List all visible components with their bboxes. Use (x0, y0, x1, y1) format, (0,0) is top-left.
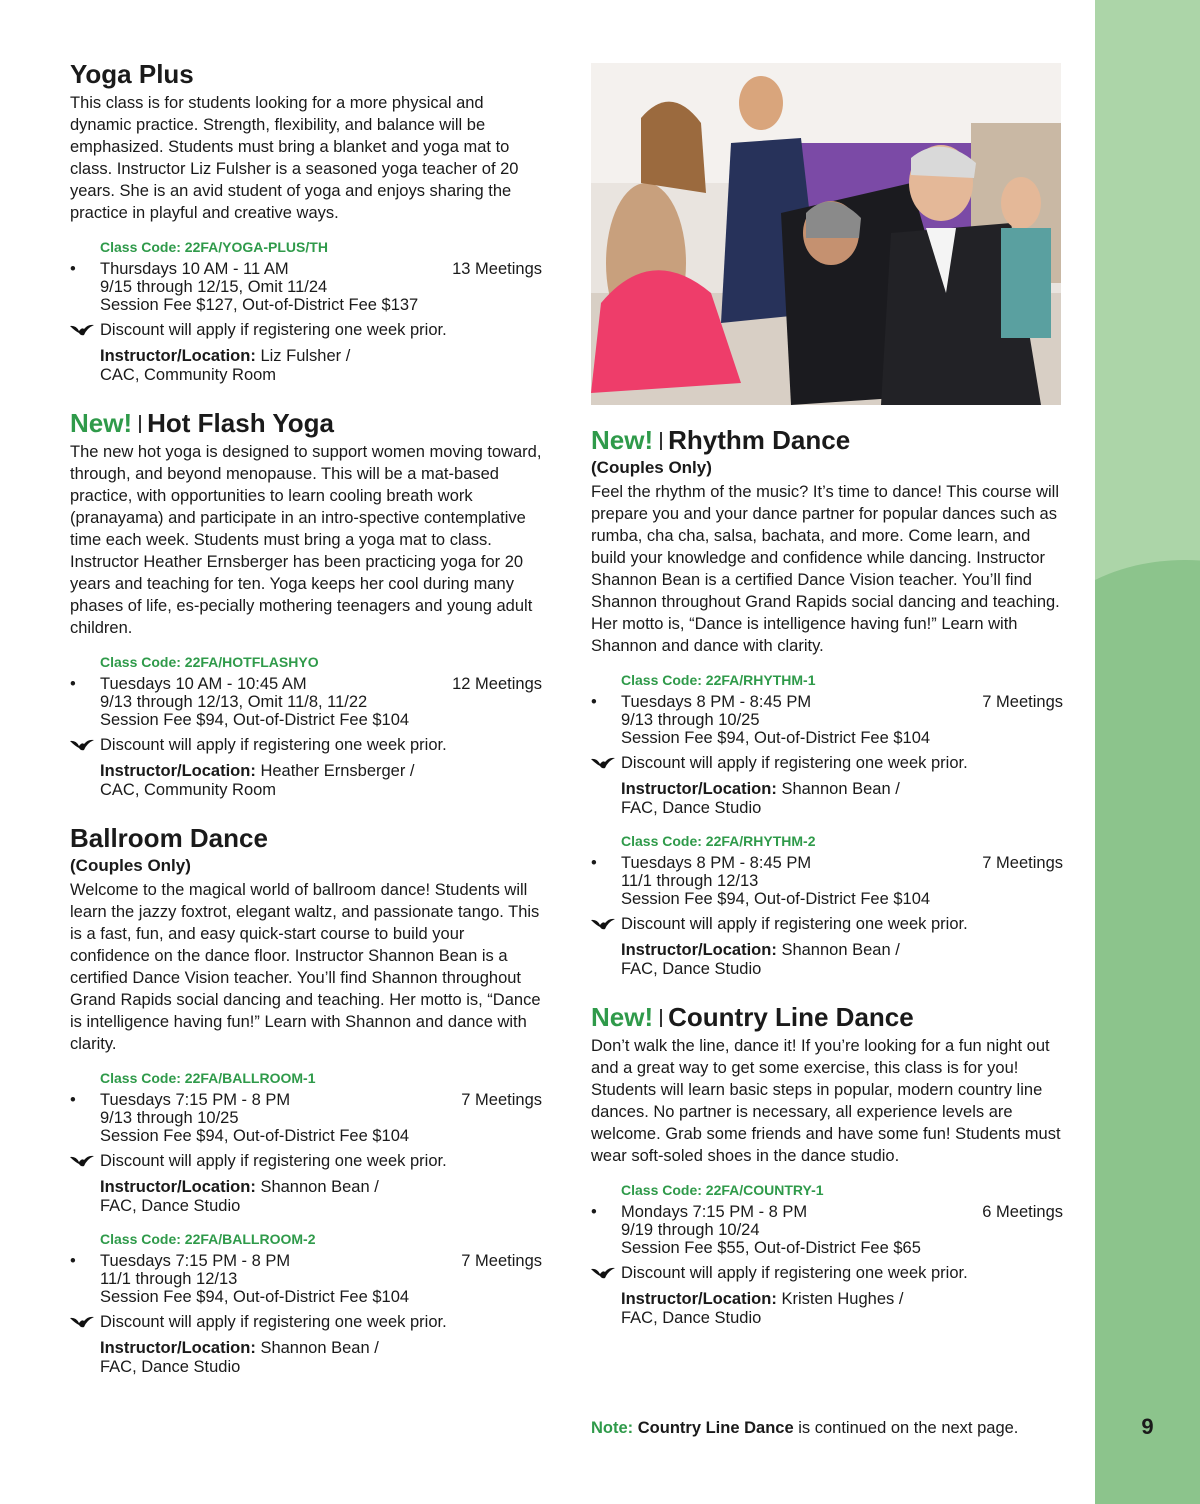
bullet-icon: • (70, 260, 76, 278)
class-location: CAC, Community Room (100, 366, 277, 384)
bullet-icon: • (70, 1091, 76, 1109)
class-time-row (70, 1252, 542, 1270)
bullet-icon: • (591, 854, 597, 872)
right-column (591, 424, 1063, 1350)
class-meetings: 7 Meetings (982, 693, 1063, 711)
class-code: Class Code: 22FA/BALLROOM-1 (100, 1070, 316, 1086)
ballroom-dancers-photo (591, 63, 1061, 405)
yoga-plus-description: This class is for students looking for a more physical and dynamic practice. Strength, flexibility, and balance will be emphasized. Students must bring a blanket and yoga mat to class. Instructor Liz Fulsher is a seasoned yoga teacher of 20 years. She is an avid student of yoga and enjoys sharing the practice in playful and creative ways. (70, 94, 519, 222)
instructor-name: Shannon Bean / (260, 1178, 379, 1196)
ballroom-description: Welcome to the magical world of ballroom dance! Students will learn the jazzy foxtrot, elegant waltz, and passionate tango. This is a fast, fun, and easy quick-start course to build your confidence on the dance floor. Instructor Shannon Bean is a certified Dance Vision teacher. You’ll find Shannon throughout Grand Rapids social dancing and teaching. Her motto is, “Dance is intelligence having fun!” Learn with Shannon and dance with clarity. (70, 881, 541, 1053)
country-line-dance-section (591, 1001, 1063, 1328)
page-number: 9 (1141, 1414, 1154, 1439)
title-divider (660, 1009, 662, 1027)
class-fee: Session Fee $94, Out-of-District Fee $104 (100, 1127, 410, 1145)
class-time-row (591, 693, 1063, 711)
class-fee: Session Fee $55, Out-of-District Fee $65 (621, 1239, 921, 1257)
continuation-note (591, 1418, 1018, 1438)
discount-row (621, 753, 1063, 773)
class-time: Tuesdays 7:15 PM - 8 PM (100, 1091, 291, 1109)
class-location: FAC, Dance Studio (100, 1358, 241, 1376)
class-time: Thursdays 10 AM - 11 AM (100, 260, 289, 278)
class-dates: 11/1 through 12/13 (100, 1270, 238, 1288)
class-time: Tuesdays 7:15 PM - 8 PM (100, 1252, 291, 1270)
class-time-row (70, 260, 542, 278)
instructor-label: Instructor/Location: (621, 941, 777, 959)
yoga-plus-section (70, 58, 542, 385)
rhythm-dance-section (591, 424, 1063, 979)
class-time: Mondays 7:15 PM - 8 PM (621, 1203, 808, 1221)
class-location: CAC, Community Room (100, 781, 277, 799)
discount-text: Discount will apply if registering one week prior. (621, 915, 968, 933)
class-code: Class Code: 22FA/RHYTHM-1 (621, 672, 816, 688)
dancers-illustration (591, 63, 1061, 405)
class-time-row (70, 1091, 542, 1109)
class-dates: 9/19 through 10/24 (621, 1221, 760, 1239)
instructor-name: Kristen Hughes / (781, 1290, 904, 1308)
ballroom-title: Ballroom Dance (70, 823, 268, 853)
hot-flash-yoga-section (70, 407, 542, 800)
discount-bird-icon (70, 738, 94, 752)
class-fee: Session Fee $94, Out-of-District Fee $104 (100, 1288, 410, 1306)
bullet-icon: • (70, 675, 76, 693)
class-time: Tuesdays 10 AM - 10:45 AM (100, 675, 307, 693)
class-meetings: 7 Meetings (982, 854, 1063, 872)
class-meetings: 7 Meetings (461, 1091, 542, 1109)
class-block (591, 671, 1063, 818)
discount-row (100, 735, 542, 755)
class-meetings: 12 Meetings (452, 675, 542, 693)
new-badge: New! (591, 425, 654, 455)
discount-row (100, 1151, 542, 1171)
discount-bird-icon (70, 1315, 94, 1329)
class-block (70, 238, 542, 385)
note-label: Note: (591, 1419, 634, 1437)
discount-text: Discount will apply if registering one week prior. (100, 1313, 447, 1331)
instructor-location (621, 1290, 1063, 1328)
class-fee: Session Fee $127, Out-of-District Fee $137 (100, 296, 419, 314)
instructor-label: Instructor/Location: (100, 1178, 256, 1196)
class-block (70, 653, 542, 800)
hot-flash-description: The new hot yoga is designed to support women moving toward, through, and beyond menopause. This will be a mat-based practice, with opportunities to learn cooling breath work (pranayama) and participate in an intro-spective contemplative time each week. Students must bring a yoga mat to class. Instructor Heather Ernsberger has been practicing yoga for 20 years and teaching for ten. Yoga keeps her cool during many phases of life, es-pecially mothering teenagers and young adult children. (70, 443, 542, 637)
discount-bird-icon (70, 323, 94, 337)
new-badge: New! (70, 408, 133, 438)
class-fee: Session Fee $94, Out-of-District Fee $104 (621, 890, 931, 908)
class-block (591, 1181, 1063, 1328)
class-location: FAC, Dance Studio (621, 960, 762, 978)
bullet-icon: • (591, 693, 597, 711)
class-code: Class Code: 22FA/COUNTRY-1 (621, 1182, 824, 1198)
discount-bird-icon (70, 1154, 94, 1168)
instructor-name: Heather Ernsberger / (260, 762, 415, 780)
instructor-location (621, 780, 1063, 818)
discount-bird-icon (591, 917, 615, 931)
class-code: Class Code: 22FA/YOGA-PLUS/TH (100, 239, 328, 255)
class-dates: 9/15 through 12/15, Omit 11/24 (100, 278, 328, 296)
instructor-location (100, 1339, 542, 1377)
title-divider (660, 432, 662, 450)
note-text: is continued on the next page. (798, 1419, 1019, 1437)
instructor-label: Instructor/Location: (100, 347, 256, 365)
title-divider (139, 415, 141, 433)
left-column (70, 58, 542, 1399)
class-time: Tuesdays 8 PM - 8:45 PM (621, 693, 812, 711)
instructor-location (621, 941, 1063, 979)
instructor-location (100, 1178, 542, 1216)
new-badge: New! (591, 1002, 654, 1032)
discount-text: Discount will apply if registering one week prior. (100, 736, 447, 754)
class-dates: 9/13 through 12/13, Omit 11/8, 11/22 (100, 693, 368, 711)
instructor-location (100, 762, 542, 800)
sidebar-curve (1095, 560, 1200, 760)
rhythm-subtitle: (Couples Only) (591, 458, 712, 477)
discount-row (621, 914, 1063, 934)
note-course-name: Country Line Dance (637, 1419, 794, 1437)
instructor-name: Shannon Bean / (781, 780, 900, 798)
class-meetings: 13 Meetings (452, 260, 542, 278)
instructor-label: Instructor/Location: (100, 1339, 256, 1357)
class-time-row (70, 675, 542, 693)
class-dates: 9/13 through 10/25 (100, 1109, 239, 1127)
class-dates: 9/13 through 10/25 (621, 711, 760, 729)
discount-text: Discount will apply if registering one week prior. (621, 754, 968, 772)
instructor-label: Instructor/Location: (621, 1290, 777, 1308)
hot-flash-title: New! Hot Flash Yoga (70, 408, 334, 438)
instructor-name: Shannon Bean / (260, 1339, 379, 1357)
discount-bird-icon (591, 1266, 615, 1280)
class-fee: Session Fee $94, Out-of-District Fee $104 (100, 711, 410, 729)
rhythm-title: New! Rhythm Dance (591, 425, 851, 455)
class-block (70, 1230, 542, 1377)
instructor-name: Shannon Bean / (781, 941, 900, 959)
instructor-label: Instructor/Location: (100, 762, 256, 780)
instructor-name: Liz Fulsher / (260, 347, 351, 365)
class-location: FAC, Dance Studio (621, 799, 762, 817)
discount-row (100, 1312, 542, 1332)
class-time: Tuesdays 8 PM - 8:45 PM (621, 854, 812, 872)
class-code: Class Code: 22FA/BALLROOM-2 (100, 1231, 316, 1247)
class-dates: 11/1 through 12/13 (621, 872, 759, 890)
class-time-row (591, 854, 1063, 872)
ballroom-dance-section (70, 822, 542, 1377)
class-block (70, 1069, 542, 1216)
sidebar-light-band (1095, 0, 1200, 640)
bullet-icon: • (591, 1203, 597, 1221)
discount-text: Discount will apply if registering one week prior. (100, 321, 447, 339)
ballroom-subtitle: (Couples Only) (70, 856, 191, 875)
bullet-icon: • (70, 1252, 76, 1270)
class-code: Class Code: 22FA/HOTFLASHYO (100, 654, 319, 670)
class-location: FAC, Dance Studio (100, 1197, 241, 1215)
discount-text: Discount will apply if registering one week prior. (100, 1152, 447, 1170)
country-description: Don’t walk the line, dance it! If you’re looking for a fun night out and a great way to get some exercise, this class is for you! Students will learn basic steps in popular, modern country line dances. No partner is necessary, all experience levels are welcome. Grab some friends and have some fun! Students must wear soft-soled shoes in the dance studio. (591, 1037, 1061, 1165)
class-meetings: 6 Meetings (982, 1203, 1063, 1221)
discount-text: Discount will apply if registering one week prior. (621, 1264, 968, 1282)
discount-row (621, 1263, 1063, 1283)
discount-row (100, 320, 542, 340)
instructor-location (100, 347, 542, 385)
class-location: FAC, Dance Studio (621, 1309, 762, 1327)
page-sidebar (1095, 0, 1200, 1504)
class-block (591, 832, 1063, 979)
yoga-plus-title: Yoga Plus (70, 59, 194, 89)
class-meetings: 7 Meetings (461, 1252, 542, 1270)
rhythm-description: Feel the rhythm of the music? It’s time to dance! This course will prepare you and your dance partner for popular dances such as rumba, cha cha, salsa, bachata, and more. Come learn, and build your knowledge and confidence while dancing. Instructor Shannon Bean is a certified Dance Vision teacher. You’ll find Shannon throughout Grand Rapids social dancing and teaching. Her motto is, “Dance is intelligence having fun!” Learn with Shannon and dance with clarity. (591, 483, 1060, 655)
class-time-row (591, 1203, 1063, 1221)
country-title: New! Country Line Dance (591, 1002, 914, 1032)
discount-bird-icon (591, 756, 615, 770)
class-code: Class Code: 22FA/RHYTHM-2 (621, 833, 816, 849)
instructor-label: Instructor/Location: (621, 780, 777, 798)
class-fee: Session Fee $94, Out-of-District Fee $104 (621, 729, 931, 747)
